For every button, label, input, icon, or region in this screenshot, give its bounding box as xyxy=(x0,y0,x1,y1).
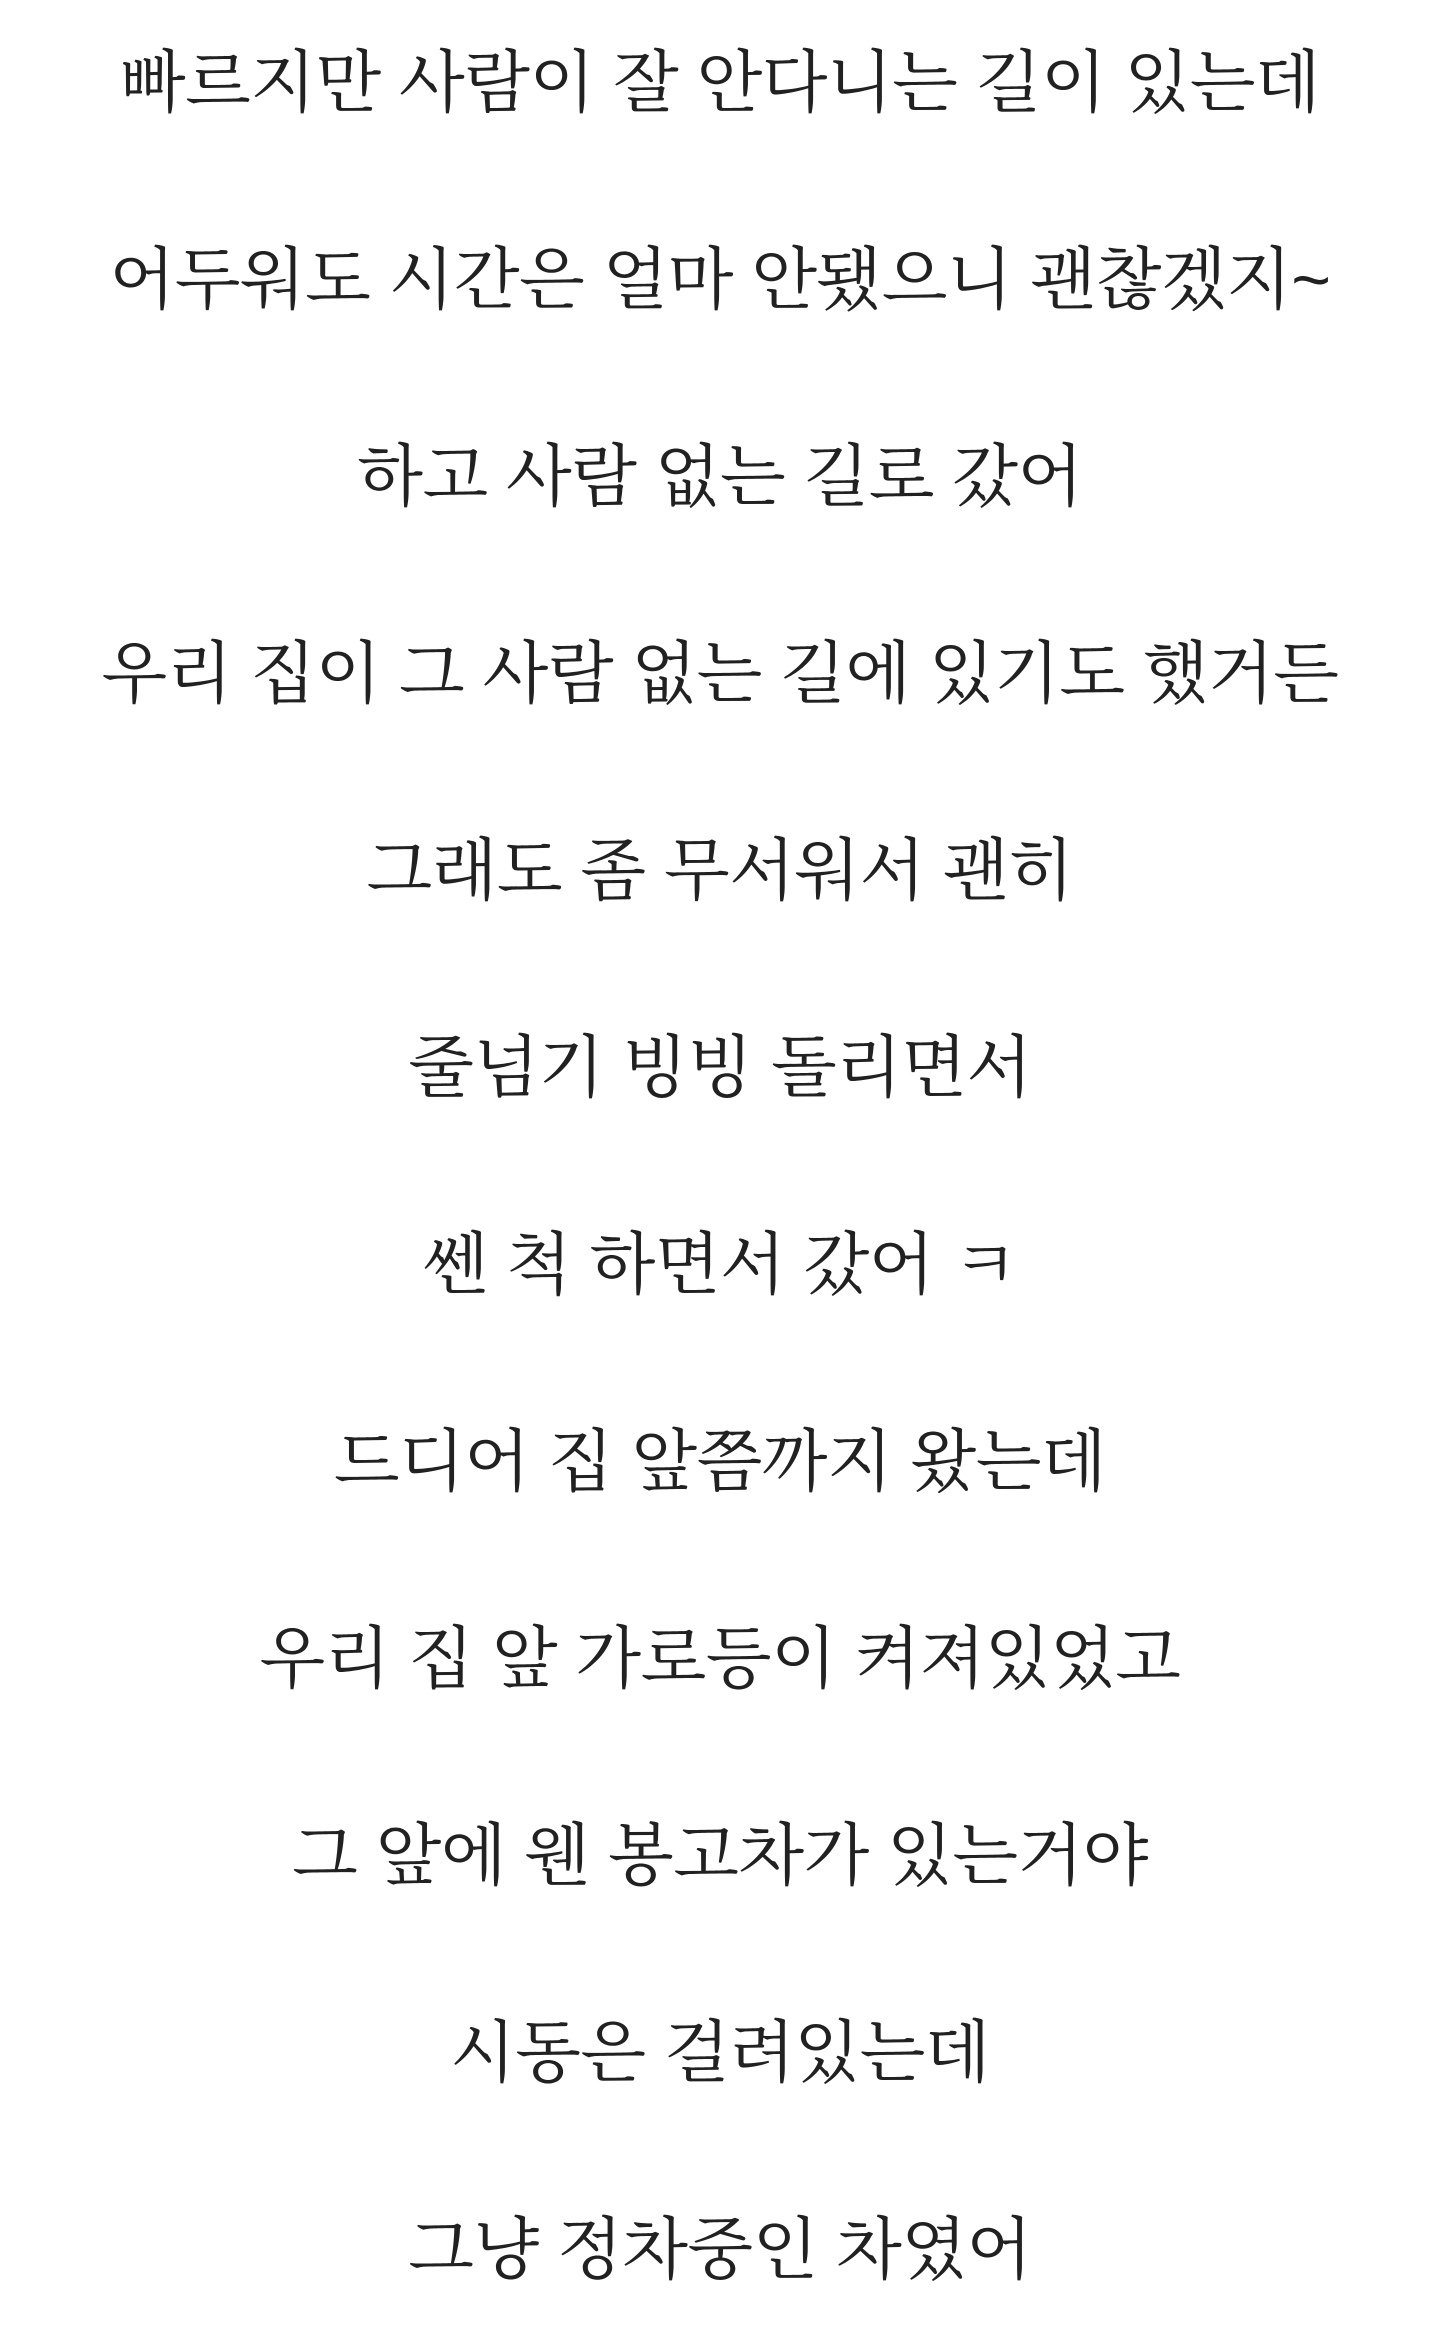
post-line: 그래도 좀 무서워서 괜히 xyxy=(366,833,1074,909)
post-line: 줄넘기 빙빙 돌리면서 xyxy=(408,1030,1032,1106)
post-line: 그냥 정차중인 차였어 xyxy=(408,2212,1032,2288)
post-line: 하고 사람 없는 길로 갔어 xyxy=(357,439,1083,515)
post-line: 시동은 걸려있는데 xyxy=(450,2015,990,2091)
post-line: 쎈 척 하면서 갔어 ㅋ xyxy=(422,1227,1018,1303)
post-line: 빠르지만 사람이 잘 안다니는 길이 있는데 xyxy=(119,45,1321,121)
post-line: 우리 집이 그 사람 없는 길에 있기도 했거든 xyxy=(101,636,1339,712)
post-line: 그 앞에 웬 봉고차가 있는거야 xyxy=(292,1818,1148,1894)
post-line: 드디어 집 앞쯤까지 왔는데 xyxy=(333,1424,1107,1500)
post-line: 어두워도 시간은 얼마 안됐으니 괜찮겠지~ xyxy=(109,242,1331,318)
post-line: 우리 집 앞 가로등이 켜져있었고 xyxy=(259,1621,1181,1697)
